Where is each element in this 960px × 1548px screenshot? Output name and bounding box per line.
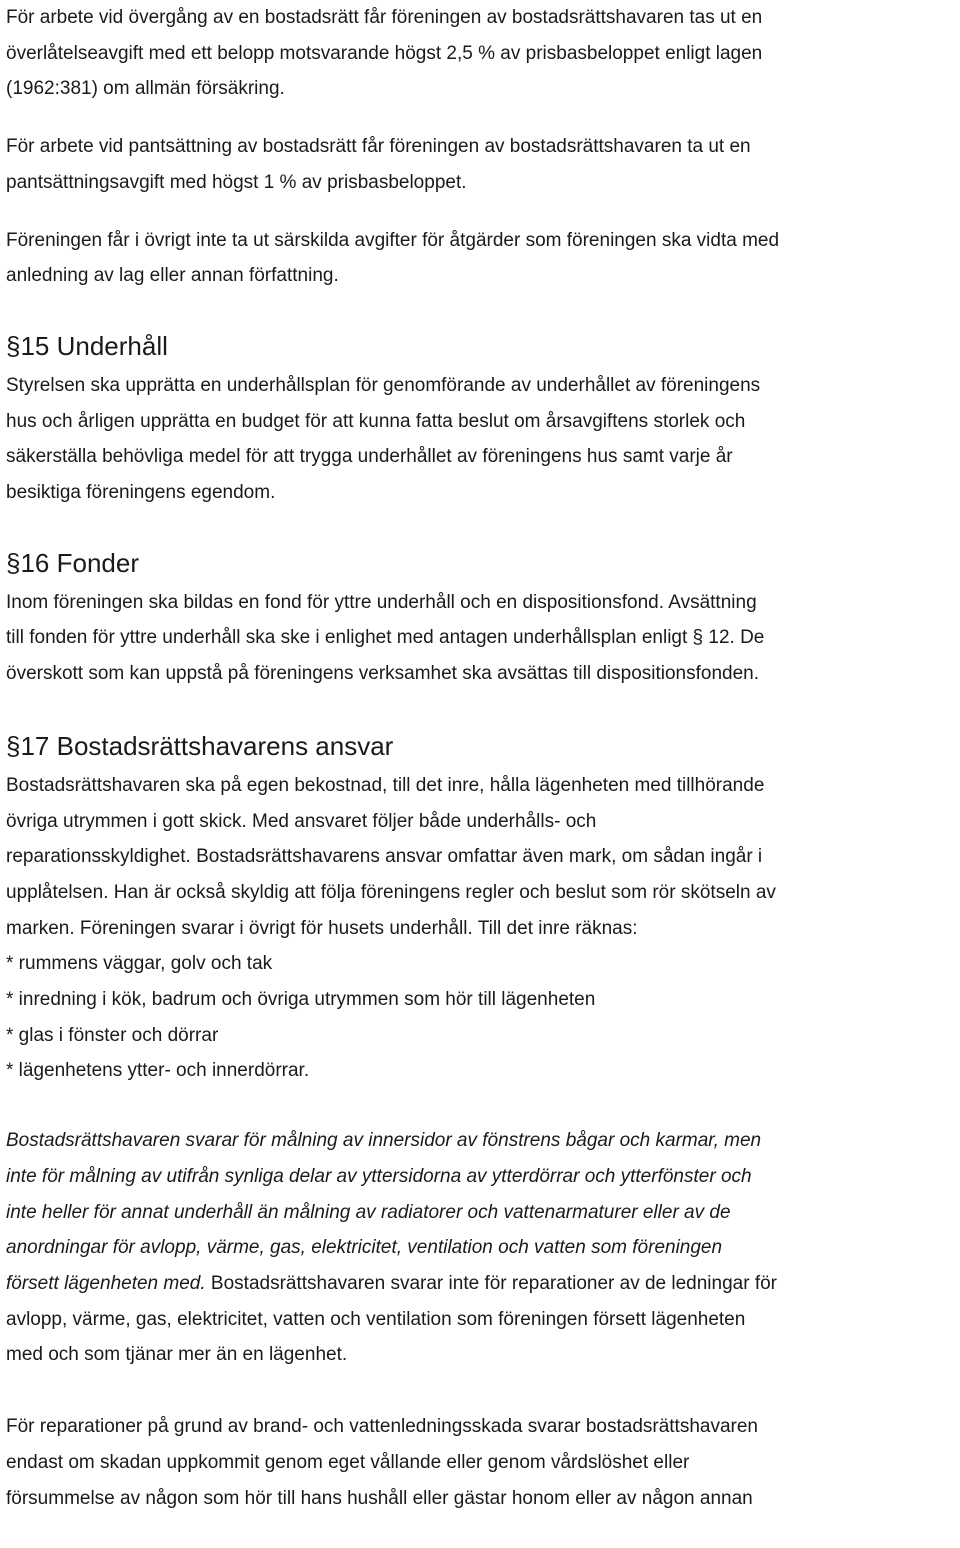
text-line: För arbete vid pantsättning av bostadsrätt får föreningen av bostadsrättshavaren ta ut en <box>6 136 751 158</box>
list-item: * inredning i kök, badrum och övriga utrymmen som hör till lägenheten <box>6 989 596 1011</box>
text-line: till fonden för yttre underhåll ska ske i enlighet med antagen underhållsplan enligt § 12. De <box>6 627 765 649</box>
text-line: försummelse av någon som hör till hans hushåll eller gästar honom eller av någon annan <box>6 1487 753 1509</box>
text-line: besiktiga föreningens egendom. <box>6 482 276 504</box>
text-line: reparationsskyldighet. Bostadsrättshavarens ansvar omfattar även mark, om sådan ingår i <box>6 846 763 868</box>
list-item: * rummens väggar, golv och tak <box>6 953 273 975</box>
text-line: För arbete vid övergång av en bostadsrätt får föreningen av bostadsrättshavaren tas ut en <box>6 7 763 28</box>
italic-text-line: inte heller för annat underhåll än målning av radiatorer och vattenarmaturer eller av de <box>6 1201 731 1223</box>
text-line: avlopp, värme, gas, elektricitet, vatten och ventilation som föreningen försett lägenheten <box>6 1308 746 1330</box>
text-line: övriga utrymmen i gott skick. Med ansvaret följer både underhålls- och <box>6 810 597 832</box>
text-line: säkerställa behövliga medel för att trygga underhållet av föreningens hus samt varje år <box>6 446 733 468</box>
paragraph-pledge-fee <box>6 129 958 200</box>
text-line: överskott som kan uppstå på föreningens verksamhet ska avsättas till dispositionsfonden. <box>6 663 760 685</box>
list-item: * lägenhetens ytter- och innerdörrar. <box>6 1060 310 1082</box>
section-16-body <box>6 585 958 692</box>
text-line: pantsättningsavgift med högst 1 % av prisbasbeloppet. <box>6 171 467 193</box>
mixed-text-line <box>6 1266 958 1302</box>
text-line: anledning av lag eller annan författning. <box>6 265 339 287</box>
text-line: Föreningen får i övrigt inte ta ut särskilda avgifter för åtgärder som föreningen ska vidta med <box>6 229 780 251</box>
paragraph-other-fees <box>6 223 958 294</box>
italic-text-line: inte för målning av utifrån synliga delar av yttersidorna av ytterdörrar och ytterfönster och <box>6 1165 752 1187</box>
text-line: Bostadsrättshavaren ska på egen bekostnad, till det inre, hålla lägenheten med tillhörande <box>6 774 765 796</box>
paragraph-transfer-fee <box>6 0 958 107</box>
section-heading-16: §16 Fonder <box>6 547 139 578</box>
italic-text-line: anordningar för avlopp, värme, gas, elektricitet, ventilation och vatten som föreningen <box>6 1237 723 1259</box>
section-heading-15: §15 Underhåll <box>6 330 168 361</box>
text-line: hus och årligen upprätta en budget för att kunna fatta beslut om årsavgiftens storlek och <box>6 410 746 432</box>
paragraph-fire-water-damage <box>6 1409 958 1516</box>
regular-fragment: Bostadsrättshavaren svarar inte för reparationer av de ledningar för <box>205 1272 778 1294</box>
text-line: För reparationer på grund av brand- och vattenledningsskada svarar bostadsrättshavaren <box>6 1416 758 1438</box>
section-heading-17: §17 Bostadsrättshavarens ansvar <box>6 730 394 761</box>
text-line: med och som tjänar mer än en lägenhet. <box>6 1344 348 1366</box>
section-15-body <box>6 368 958 511</box>
italic-fragment: försett lägenheten med. <box>6 1272 206 1294</box>
text-line: marken. Föreningen svarar i övrigt för husets underhåll. Till det inre räknas: <box>6 917 638 939</box>
text-line: Inom föreningen ska bildas en fond för yttre underhåll och en dispositionsfond. Avsättning <box>6 591 757 613</box>
paragraph-painting-responsibility <box>6 1123 958 1373</box>
list-item: * glas i fönster och dörrar <box>6 1024 219 1046</box>
section-17-body <box>6 768 958 1089</box>
text-line: upplåtelsen. Han är också skyldig att följa föreningens regler och beslut som rör skötseln av <box>6 881 776 903</box>
document-page <box>6 0 958 1516</box>
text-line: Styrelsen ska upprätta en underhållsplan för genomförande av underhållet av föreningens <box>6 374 761 396</box>
text-line: (1962:381) om allmän försäkring. <box>6 78 285 100</box>
text-line: överlåtelseavgift med ett belopp motsvarande högst 2,5 % av prisbasbeloppet enligt lagen <box>6 42 763 64</box>
text-line: endast om skadan uppkommit genom eget vållande eller genom vårdslöshet eller <box>6 1451 690 1473</box>
italic-text-line: Bostadsrättshavaren svarar för målning av innersidor av fönstrens bågar och karmar, men <box>6 1130 762 1152</box>
